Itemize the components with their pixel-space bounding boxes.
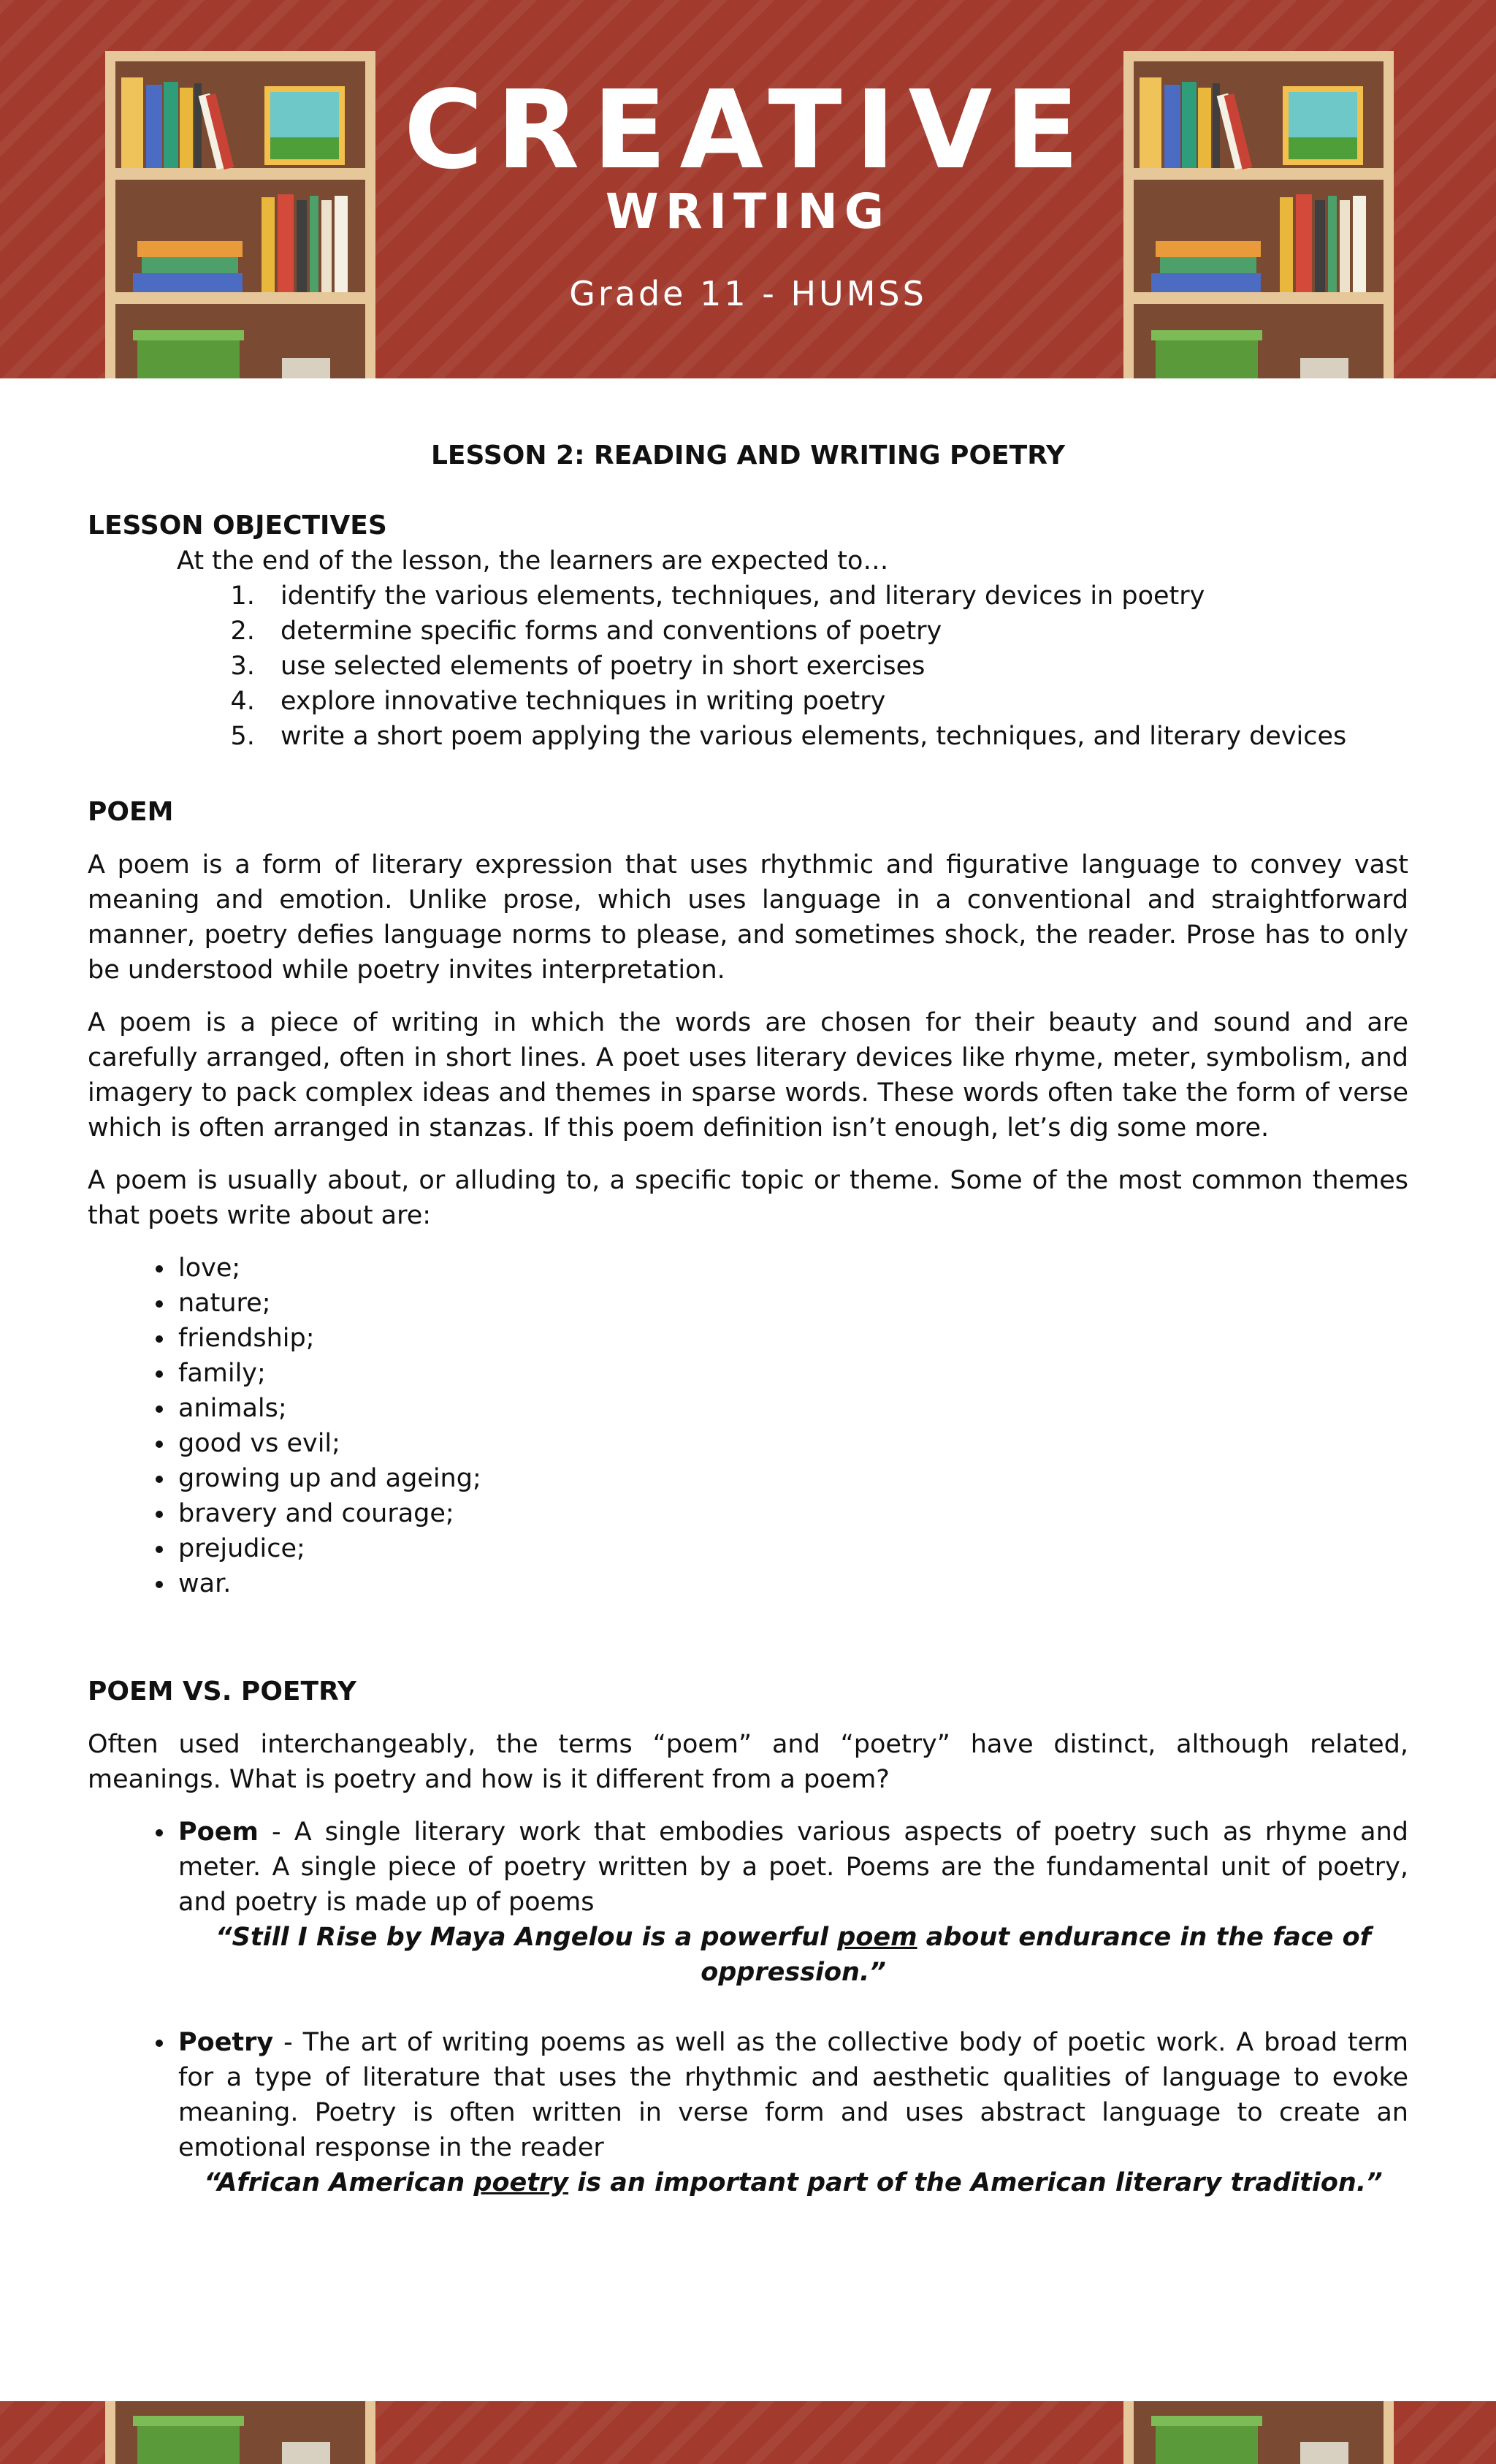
theme-item: • bravery and courage; bbox=[175, 1496, 1408, 1531]
bookshelf-illustration-left bbox=[105, 2401, 375, 2464]
poem-paragraph: A poem is a piece of writing in which the words are chosen for their beauty and sound and are carefully arranged, often in short lines. A poet uses literary devices like rhyme, meter, symbolism, and imagery to pack complex ideas and themes in sparse words. These words often take the form of verse which is often arranged in stanzas. If this poem definition isn’t enough, let’s dig some more. bbox=[88, 1008, 1408, 1143]
lesson-title: LESSON 2: READING AND WRITING POETRY bbox=[430, 440, 1066, 470]
banner-subtitle: WRITING bbox=[605, 183, 891, 240]
objectives-heading: LESSON OBJECTIVES bbox=[88, 511, 387, 541]
objective-item: 2. determine specific forms and conventions of poetry bbox=[263, 614, 1408, 649]
quote-text: is an important part of the American literary tradition.” bbox=[568, 2168, 1383, 2197]
document-body bbox=[88, 438, 1408, 2200]
theme-item: • love; bbox=[175, 1251, 1408, 1286]
theme-item: • good vs evil; bbox=[175, 1426, 1408, 1461]
bookshelf-illustration-right bbox=[1123, 2401, 1394, 2464]
poem-paragraph: A poem is a form of literary expression that uses rhythmic and figurative language to convey vast meaning and emotion. Unlike prose, which uses language in a conventional and straightforward manner, poetry defies language norms to please, and sometimes shock, the reader. Prose has to only be understood while poetry invites interpretation. bbox=[88, 850, 1408, 985]
example-quote bbox=[178, 1920, 1408, 1990]
poem-vs-poetry-heading: POEM VS. POETRY bbox=[88, 1677, 356, 1706]
poem-vs-poetry-intro: Often used interchangeably, the terms “poem” and “poetry” have distinct, although related, meanings. What is poetry and how is it different from a poem? bbox=[88, 1730, 1408, 1794]
objective-item: 1. identify the various elements, techniques, and literary devices in poetry bbox=[263, 579, 1408, 614]
example-quote bbox=[178, 2165, 1408, 2200]
definition-term: Poetry bbox=[178, 2028, 274, 2057]
quote-text: about endurance in the face of oppression.” bbox=[701, 1923, 1371, 1987]
themes-list bbox=[88, 1251, 1408, 1601]
definitions-list bbox=[88, 1815, 1408, 2200]
banner-grade: Grade 11 - HUMSS bbox=[569, 274, 927, 313]
definition-item-poetry bbox=[175, 2025, 1408, 2200]
quote-text: “African American bbox=[204, 2168, 474, 2197]
banner-title: CREATIVE bbox=[403, 67, 1093, 193]
objectives-intro: At the end of the lesson, the learners are expected to… bbox=[177, 546, 889, 576]
theme-item: • war. bbox=[175, 1566, 1408, 1601]
header-banner bbox=[0, 0, 1496, 378]
quote-underlined-word: poetry bbox=[473, 2168, 569, 2197]
theme-item: • family; bbox=[175, 1356, 1408, 1391]
definition-term: Poem bbox=[178, 1818, 259, 1847]
theme-item: • friendship; bbox=[175, 1321, 1408, 1356]
theme-item: • prejudice; bbox=[175, 1531, 1408, 1566]
bookshelf-illustration-right bbox=[1123, 51, 1394, 378]
definition-text: - A single literary work that embodies various aspects of poetry such as rhyme and meter. A single piece of poetry written by a poet. Poems are the fundamental unit of poetry, and poetry is made up of poems bbox=[178, 1818, 1408, 1917]
objective-item: 3. use selected elements of poetry in short exercises bbox=[263, 649, 1408, 684]
definition-text: - The art of writing poems as well as the collective body of poetic work. A broad term for a type of literature that uses the rhythmic and aesthetic qualities of language to evoke meaning. Poetry is often written in verse form and uses abstract language to create an emotional response in the reader bbox=[178, 2028, 1408, 2162]
theme-item: • growing up and ageing; bbox=[175, 1461, 1408, 1496]
quote-underlined-word: poem bbox=[837, 1923, 917, 1952]
objectives-list bbox=[88, 579, 1408, 754]
theme-item: • nature; bbox=[175, 1286, 1408, 1321]
quote-text: “Still I Rise by Maya Angelou is a powerful bbox=[215, 1923, 838, 1952]
definition-item-poem bbox=[175, 1815, 1408, 1990]
poem-paragraph: A poem is usually about, or alluding to, a specific topic or theme. Some of the most common themes that poets write about are: bbox=[88, 1166, 1408, 1230]
footer-banner bbox=[0, 2401, 1496, 2464]
bookshelf-illustration-left bbox=[105, 51, 375, 378]
objective-item: 4. explore innovative techniques in writing poetry bbox=[263, 684, 1408, 719]
objective-item: 5. write a short poem applying the various elements, techniques, and literary devices bbox=[263, 719, 1408, 754]
poem-heading: POEM bbox=[88, 797, 174, 827]
theme-item: • animals; bbox=[175, 1391, 1408, 1426]
